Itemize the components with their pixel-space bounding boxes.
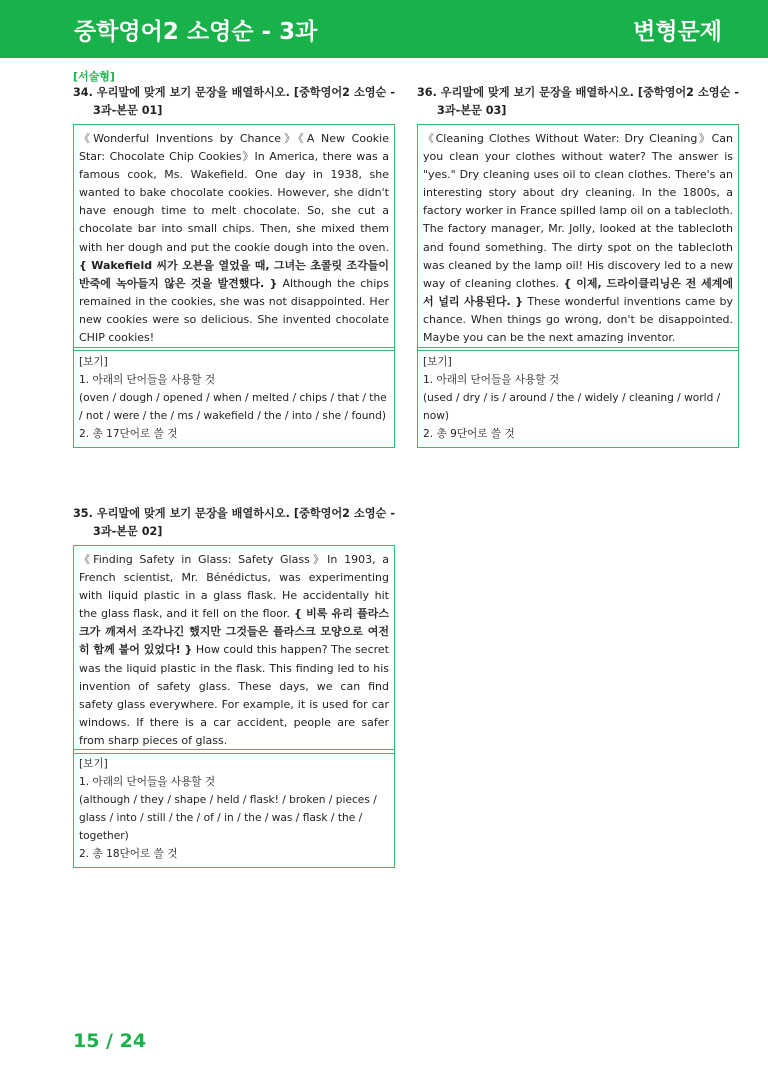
hint-title: [보기]: [79, 356, 108, 368]
passage-box: [417, 124, 739, 351]
hint-rule-1: 1. 아래의 단어들을 사용할 것: [79, 374, 216, 386]
hint-box-34: [73, 347, 395, 448]
hint-box-36: [417, 347, 739, 448]
hint-title: [보기]: [423, 356, 452, 368]
hint-words: (used / dry / is / around / the / widely / cleaning / world / now): [423, 392, 721, 422]
passage-text-end: Although the chips remained in the cookies, she was not disappointed. Her new cookies were so delicious. She invented chocolate CHIP cookies!: [79, 276, 389, 345]
hint-words: (although / they / shape / held / flask! / broken / pieces / glass / into / still / the / of / in / the / was / flask / the / together): [79, 794, 377, 842]
question-36: [417, 84, 739, 351]
passage-text: 《Finding Safety in Glass: Safety Glass》In 1903, a French scientist, Mr. Bénédictus, was experimenting with liquid plastic in a glass flask. He accidentally hit the glass flask, and it fell on the floor.: [79, 553, 389, 621]
passage-box: [73, 545, 395, 754]
section-tag: [서술형]: [73, 70, 115, 83]
hint-rule-1: 1. 아래의 단어들을 사용할 것: [79, 776, 216, 788]
hint-words: (oven / dough / opened / when / melted / chips / that / the / not / were / the / ms / wakefield / the / into / she / found): [79, 392, 387, 422]
question-heading: 35. 우리말에 맞게 보기 문장을 배열하시오. [중학영어2 소영순 - 3과-본문 02]: [73, 507, 395, 538]
passage-text-end: How could this happen? The secret was the liquid plastic in the flask. This finding led to his invention of safety glass. These days, we can find safety glass everywhere. For example, it is used for car windows. If there is a car accident, people are safer from sharp pieces of glass.: [79, 643, 389, 747]
page-category: 변형문제: [633, 19, 722, 45]
question-35: [73, 505, 395, 754]
page-header: [0, 0, 768, 58]
question-34: [73, 68, 395, 351]
passage-target-sentence: { Wakefield 씨가 오븐을 열었을 때, 그녀는 초콜릿 조각들이 반죽에 녹아들지 않은 것을 발견했다. }: [79, 258, 389, 290]
hint-rule-2: 2. 총 18단어로 쓸 것: [79, 848, 178, 860]
question-heading: 36. 우리말에 맞게 보기 문장을 배열하시오. [중학영어2 소영순 - 3과-본문 03]: [417, 86, 739, 117]
hint-box-35: [73, 749, 395, 868]
page-title: 중학영어2 소영순 - 3과: [74, 19, 318, 45]
question-heading: 34. 우리말에 맞게 보기 문장을 배열하시오. [중학영어2 소영순 - 3과-본문 01]: [73, 86, 395, 117]
hint-rule-2: 2. 총 17단어로 쓸 것: [79, 428, 178, 440]
page-number: 15 / 24: [73, 1030, 147, 1052]
passage-text: 《Cleaning Clothes Without Water: Dry Cleaning》Can you clean your clothes without water? The answer is "yes." Dry cleaning uses oil to clean clothes. There's an interesting story about dry cleaning. In the 1800s, a factory worker in France spilled lamp oil on a tablecloth. The factory manager, Mr. Jolly, looked at the tablecloth and found something. The dirty spot on the tablecloth was cleaned by the lamp oil! His discovery led to a new way of cleaning clothes.: [423, 132, 733, 290]
passage-target-sentence: { 비록 유리 플라스크가 깨져서 조각나긴 했지만 그것들은 플라스크 모양으로 여전히 함께 붙어 있었다! }: [79, 607, 390, 657]
hint-rule-1: 1. 아래의 단어들을 사용할 것: [423, 374, 560, 386]
passage-target-sentence: { 이제, 드라이클리닝은 전 세계에서 널리 사용된다. }: [423, 276, 734, 308]
passage-text-end: These wonderful inventions came by chance. When things go wrong, don't be disappointed. Maybe you can be the next amazing inventor.: [423, 294, 733, 345]
hint-title: [보기]: [79, 758, 108, 770]
passage-text: 《Wonderful Inventions by Chance》《A New Cookie Star: Chocolate Chip Cookies》In America, there was a famous cook, Ms. Wakefield. One day in 1938, she wanted to bake chocolate cookies. However, she didn't have enough time to melt chocolate. So, she cut a chocolate bar into small chips. Then, she mixed them with her dough and put the cookie dough into the oven.: [79, 132, 389, 254]
passage-box: [73, 124, 395, 351]
hint-rule-2: 2. 총 9단어로 쓸 것: [423, 428, 515, 440]
